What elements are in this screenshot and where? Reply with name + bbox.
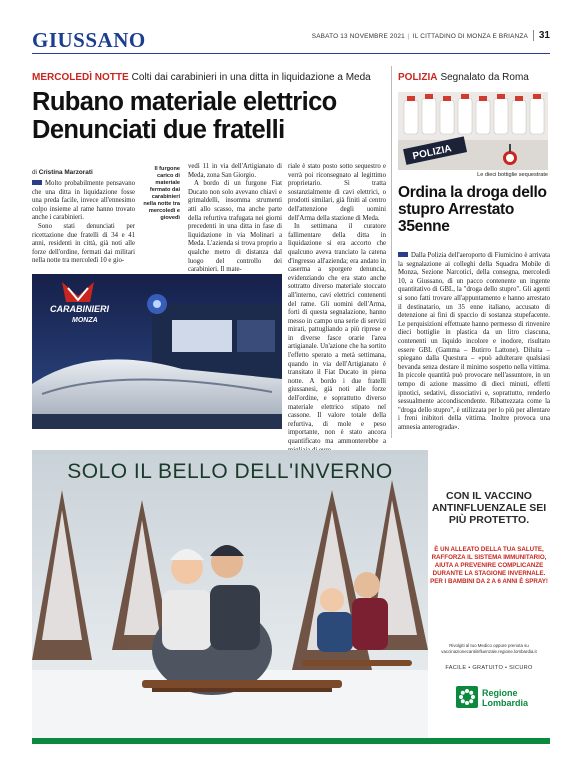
- paragraph-marker: [398, 252, 408, 257]
- main-headline-line-2: Denunciati due fratelli: [32, 116, 285, 144]
- page-header: [32, 26, 550, 54]
- photo-caption-main: Il furgone carico di materiale fermato dai carabinieri nella notte tra mercoledì e giovedì: [143, 166, 180, 221]
- vaccine-advertisement: [32, 450, 550, 738]
- page-number: 31: [538, 30, 550, 41]
- carabinieri-photo: [32, 274, 282, 429]
- logo-line-1: Regione: [482, 688, 518, 698]
- ad-title: SOLO IL BELLO DELL'INVERNO: [67, 460, 393, 483]
- main-column-1: [32, 180, 135, 266]
- bottles-photo: [398, 92, 548, 170]
- main-col1-paragraph-2: Sono stati denunciati per ricettazione due fratelli di 34 e 41 anni, residenti in città, già noti alle forze dell'ordine, fermati dai militari nella notte tra mercoledì 10 e gio-: [32, 222, 135, 265]
- main-col1-paragraph-1: Molto probabilmente pensavano che una ditta in liquidazione fosse una preda facile, invece all'ennesimo colpo insieme al rame hanno trovato anche i carabinieri.: [32, 180, 135, 222]
- side-kicker: [398, 72, 529, 83]
- side-headline: Ordina la droga dello stupro Arrestato 35enne: [398, 184, 547, 235]
- photo-caption-side: Le dieci bottiglie sequestrate: [477, 172, 548, 178]
- issue-date: SABATO 13 NOVEMBRE 2021: [311, 33, 405, 40]
- main-kicker: [32, 72, 371, 83]
- column-divider: [391, 66, 392, 438]
- paragraph-marker: [32, 180, 42, 185]
- section-title: GIUSSANO: [32, 28, 146, 52]
- photo-watermark-2: MONZA: [72, 317, 98, 324]
- ad-bottom-stripe: [32, 738, 550, 744]
- header-separator: [533, 30, 534, 41]
- logo-line-2: Lombardia: [482, 698, 529, 708]
- photo-watermark-1: CARABINIERI: [50, 304, 110, 314]
- main-col3-paragraph-2: In settimana il curatore fallimentare della ditta in liquidazione si era accorto che qualcuno aveva tranciato la catena d'ingresso all'azienda; era andato in caserma a sporgere denuncia, evidenziando che era stato anche sottratto diverso materiale stoccato all'interno, cavi elettrici contenenti del rame. Gli uomini dell'Arma, forti di questa segnalazione, hanno messo in campo una serie di servizi mirati, pattugliando a più riprese e in diverse fasce orarie l'area artigianale. Un'azione che ha sortito l'effetto sperato a metà settimana, quando in via dell'Artigianato è transitato il Fiat Ducato in piena notte. A bordo i due fratelli giussanesi, già noti alle forze dell'ordine, e soprattutto diverso materiale elettrico stipato nel cassone. Il valore totale della refurtiva, di mole e peso importante, non è stato ancora quantificato ma ammonterebbe a: [288, 223, 386, 445]
- main-kicker-text: Colti dai carabinieri in una ditta in liquidazione a Meda: [131, 72, 371, 83]
- police-sign-text: POLIZIA: [411, 143, 453, 163]
- main-headline: [32, 88, 392, 144]
- main-column-2: [188, 163, 282, 275]
- ad-headline: CON IL VACCINO ANTINFLUENZALE SEI PIÙ PROTETTO.: [431, 490, 547, 526]
- author-name: Cristina Marzorati: [38, 169, 93, 176]
- side-kicker-label: POLIZIA: [398, 72, 438, 83]
- ad-subline: È UN ALLEATO DELLA TUA SALUTE, RAFFORZA IL SISTEMA IMMUNITARIO, AIUTA A PREVENIRE COMPLICANZE DURANTE LA STAGIONE INVERNALE. PER I BAMBINI DA 2 A 6 ANNI È SPRAY!: [430, 546, 548, 585]
- ad-small-print: Rivolgiti al tuo Medico oppure prenota su vaccinazionecantiinfluenzale.regione.lombardia.it: [441, 643, 537, 654]
- side-column: [398, 252, 550, 432]
- main-kicker-label: MERCOLEDÌ NOTTE: [32, 72, 129, 83]
- main-column-3: [288, 163, 386, 455]
- side-body-text: Dalla Polizia dell'aeroporto di Fiumicino è arrivata la segnalazione ai colleghi della Squadra Mobile di Monza, Sezione Narcotici, della consegna, mercoledì 10, a Giussano, di un pacco contenente un ingente quantitativo di GBL, la "droga dello stupro". Gli agenti si sono fatti trovare all'appuntamento e hanno arrestato il destinatario, un 35 enne italiano, accusato di detenzione ai fini di spaccio di sostanza stupefacente. Le perquisizioni effettuate hanno permesso di rinvenire dieci bottiglie in plastica da un litro ciascuna, contenenti un liquido incolore e inodore, risultato essere GBL (Gamma – Butirro Lattone). Diluita – spiegano dalla Questura – «può adulterare qualsiasi bevanda senza destare il minimo sospetto nella vittima. In piccole quantità può provocare nell'assuntore, in un tempo di azione massimo di dieci minuti, effetti ipnotici, sedativi, dissociativi e, soprattutto, renderlo sessualmente accondiscendente. Ribattezzata come la "droga dello stupro", è utilizzata per lo più per allentare i freni inibitori della vittima. Inoltre provoca una amnesia anterograda».: [398, 252, 550, 431]
- main-headline-line-1: Rubano materiale elettrico: [32, 88, 337, 116]
- side-kicker-text: Segnalato da Roma: [440, 72, 529, 83]
- ad-winter-photo: [32, 450, 428, 738]
- regione-lombardia-logo: [456, 686, 529, 710]
- author-prefix: di: [32, 169, 37, 176]
- publication-name: IL CITTADINO DI MONZA E BRIANZA: [412, 33, 528, 40]
- page-meta: SABATO 13 NOVEMBRE 2021 | IL CITTADINO DI MONZA E BRIANZA: [311, 33, 528, 40]
- lombardia-rose-icon: [456, 686, 478, 708]
- main-col3-paragraph-1: riale è stato posto sotto sequestro e verrà poi riconsegnato al legittimo proprietario. Si tratta sostanzialmente di cavi elettrici, o prodotti similari, già finiti al centro dell'attenzione degli uomini dell'Arma della stazione di Meda.: [288, 163, 386, 222]
- author-byline: [32, 169, 93, 176]
- main-col2-paragraph-2: A bordo di un furgone Fiat Ducato non solo avevano chiavi e grimaldelli, insomma strumenti atti allo scasso, ma anche parte della refurtiva trafugata nei giorni precedenti in una ditta in fase di liquidazione in via Molinari a Meda. L'azienda si trova proprio a qualche metro di distanza dal luogo del controllo dei carabinieri. Il mate-: [188, 180, 282, 274]
- main-col2-paragraph-1: vedì 11 in via dell'Artigianato di Meda, zona San Giorgio.: [188, 163, 282, 179]
- ad-tags: FACILE • GRATUITO • SICURO: [445, 665, 533, 671]
